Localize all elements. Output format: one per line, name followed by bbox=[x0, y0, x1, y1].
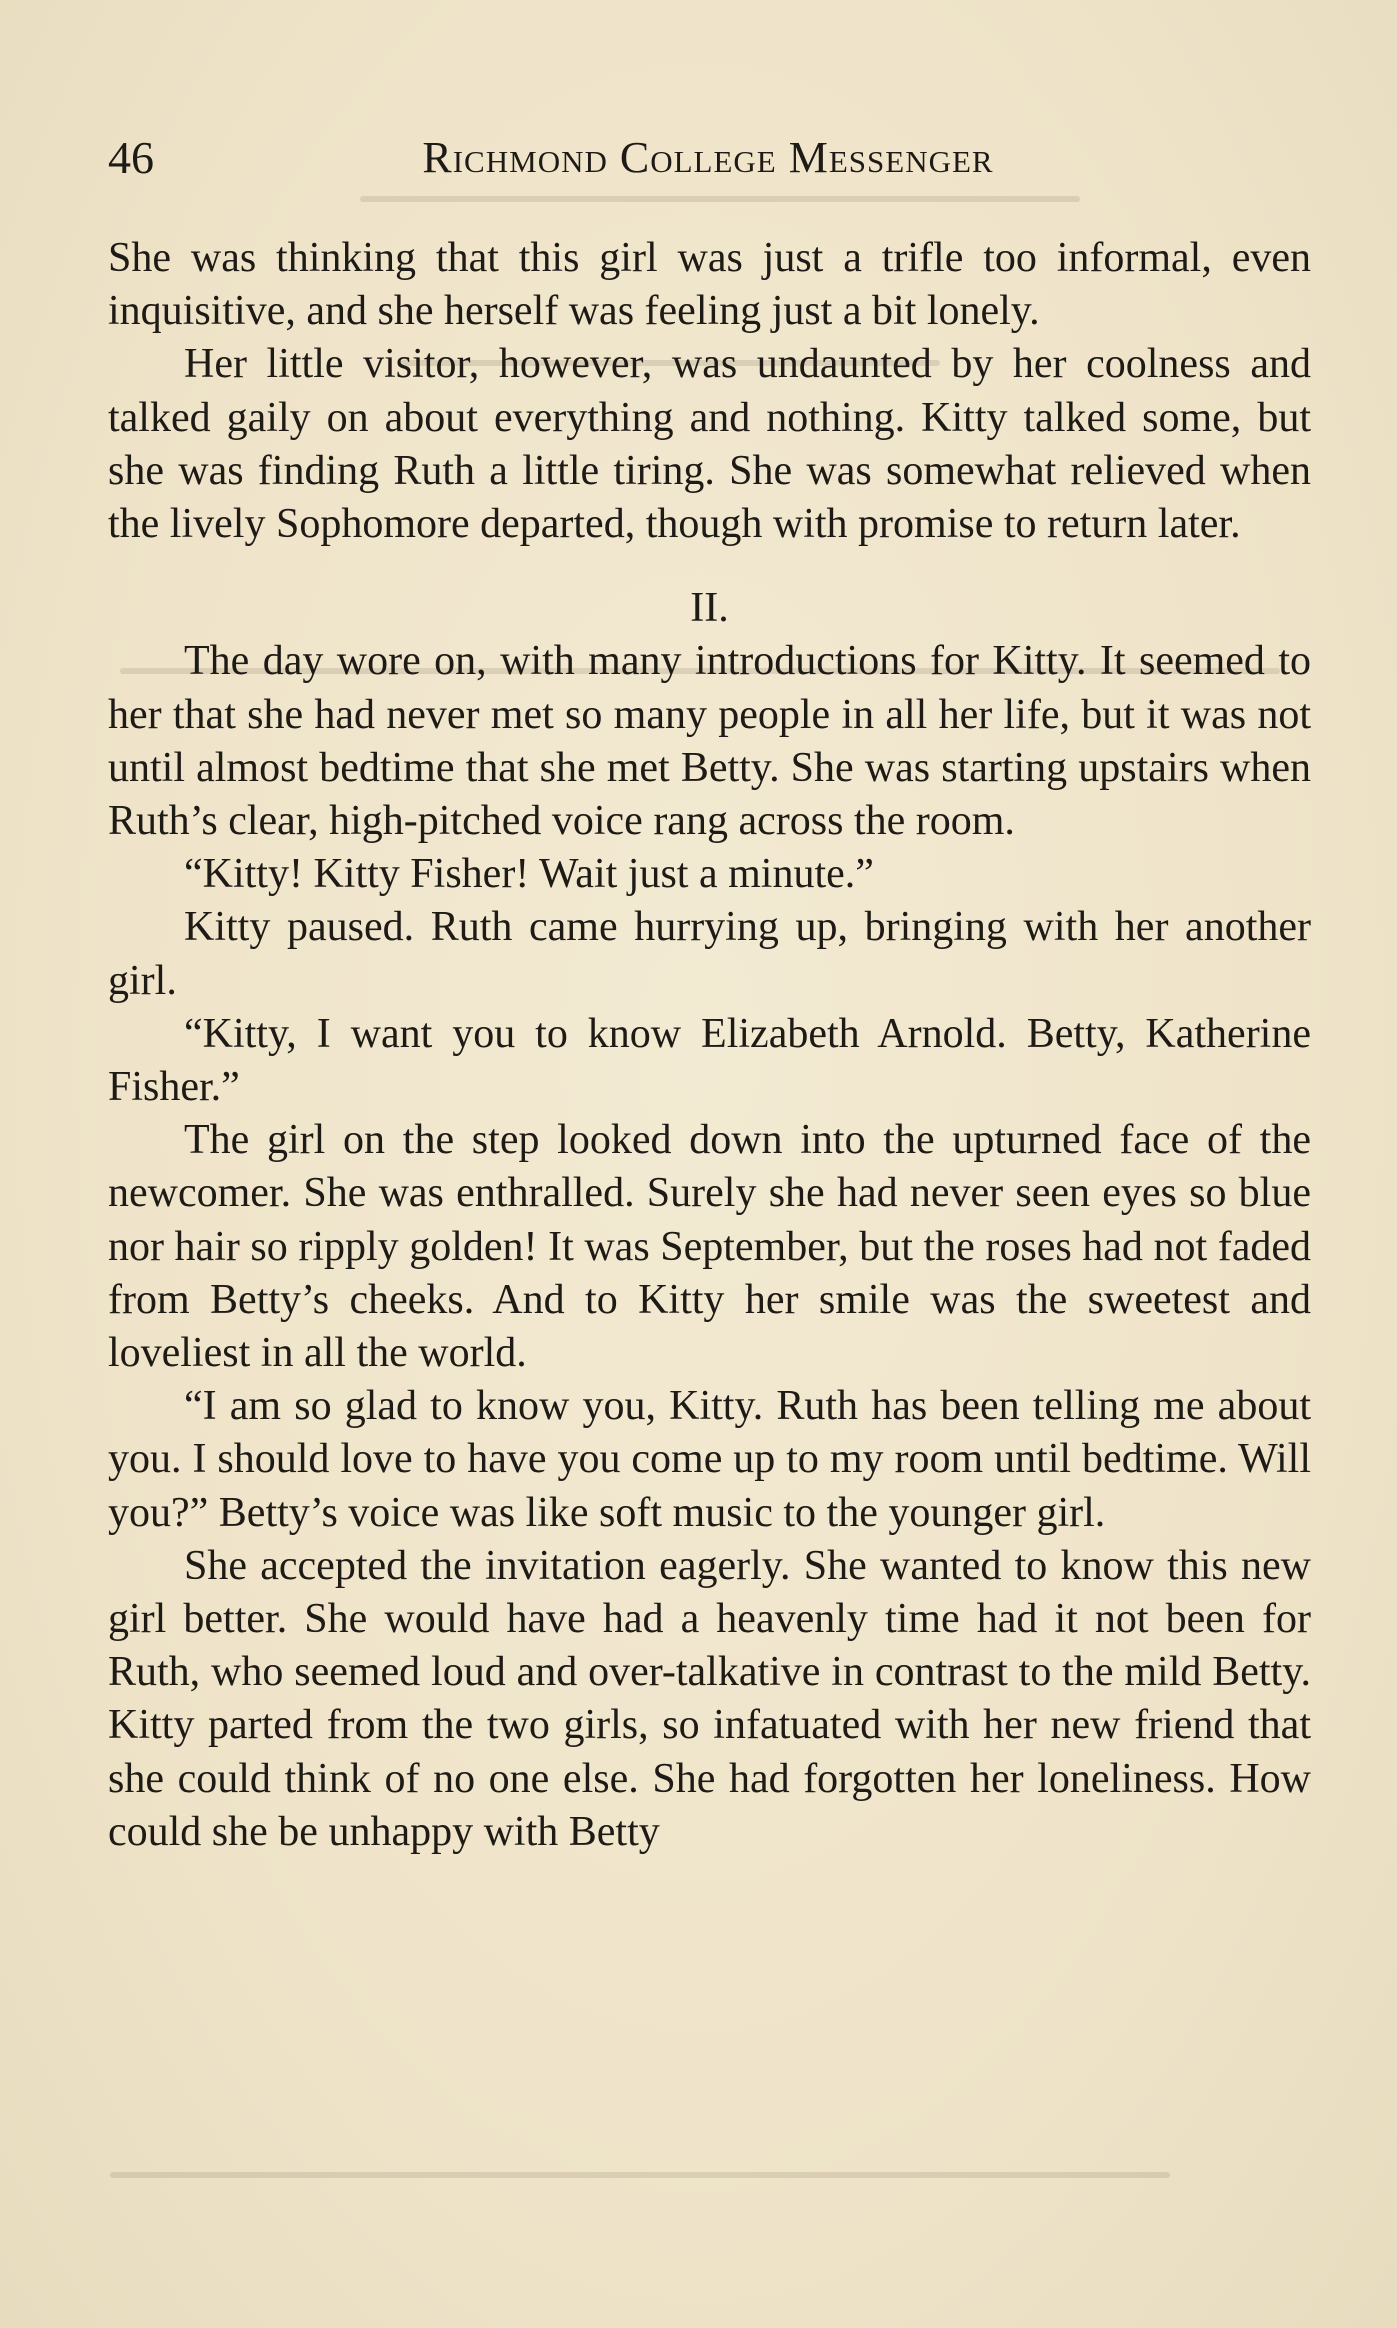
page-number: 46 bbox=[108, 132, 154, 183]
show-through-mark bbox=[360, 196, 1080, 202]
page-header bbox=[108, 128, 1308, 188]
paragraph: The girl on the step looked down into the upturned face of the newcomer. She was enthralled. Surely she had never seen eyes so blue nor hair so ripply golden! It was September, but the roses had not faded from Betty’s cheeks. And to Kitty her smile was the sweetest and loveliest in all the world. bbox=[108, 1117, 1311, 1377]
show-through-mark bbox=[110, 2172, 1170, 2178]
paragraph: “I am so glad to know you, Kitty. Ruth has been telling me about you. I should love to have you come up to my room until bedtime. Will you?” Betty’s voice was like soft music to the younger girl. bbox=[108, 1383, 1311, 1536]
running-head: Richmond College Messenger bbox=[422, 133, 994, 182]
paragraph: She was thinking that this girl was just a trifle too informal, even inquisitive, and she herself was feeling just a bit lonely. bbox=[108, 235, 1311, 335]
paragraph: “Kitty, I want you to know Elizabeth Arnold. Betty, Katherine Fisher.” bbox=[108, 1010, 1311, 1111]
paragraph: Her little visitor, however, was undaunted by her coolness and talked gaily on about everything and nothing. Kitty talked some, but she was finding Ruth a little tiring. She was somewhat relieved when the lively Sophomore departed, though with promise to return later. bbox=[108, 341, 1311, 548]
paragraph: Kitty paused. Ruth came hurrying up, bringing with her another girl. bbox=[108, 904, 1311, 1004]
article-body bbox=[108, 232, 1311, 1859]
paragraph: The day wore on, with many introductions for Kitty. It seemed to her that she had never met so many people in all her life, but it was not until almost bedtime that she met Betty. She was starting upstairs when Ruth’s clear, high-pitched voice rang across the room. bbox=[108, 638, 1311, 845]
section-heading: II. bbox=[690, 585, 729, 632]
paragraph: She accepted the invitation eagerly. She wanted to know this new girl better. She would have had a heavenly time had it not been for Ruth, who seemed loud and over-talkative in contrast to the mild Betty. Kitty parted from the two girls, so infatuated with her new friend that she could think of no one else. She had forgotten her loneliness. How could she be unhappy with Betty bbox=[108, 1542, 1311, 1855]
paragraph: “Kitty! Kitty Fisher! Wait just a minute.” bbox=[184, 851, 874, 898]
